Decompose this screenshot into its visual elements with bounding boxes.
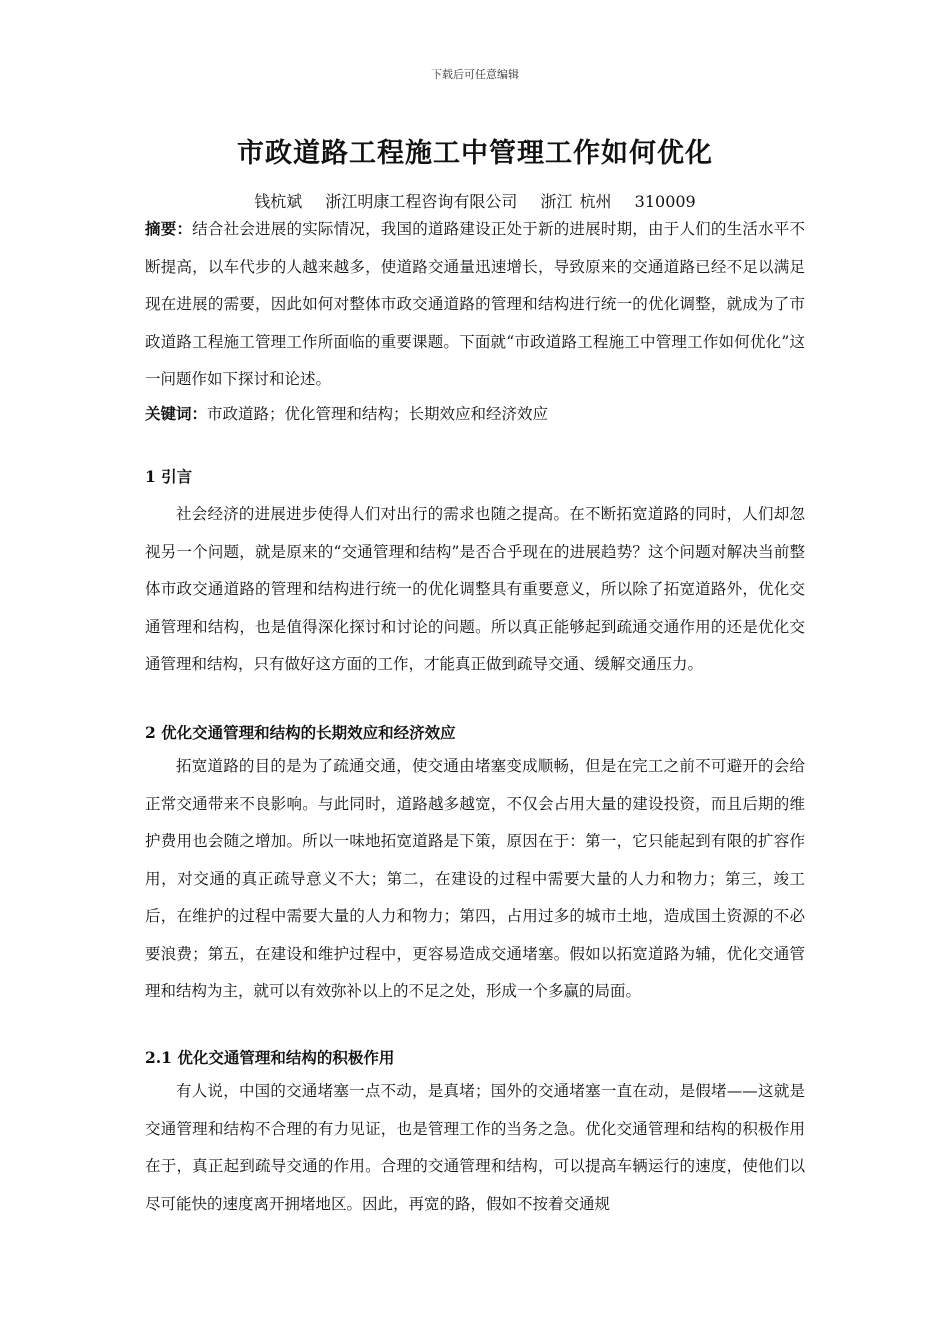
keywords-line	[145, 395, 805, 434]
abstract-block	[145, 210, 805, 399]
document-title: 市政道路工程施工中管理工作如何优化	[237, 138, 713, 169]
abstract-paragraph	[145, 210, 805, 399]
section-1	[145, 464, 805, 684]
header-note: 下载后可任意编辑	[431, 68, 519, 81]
section-heading: 1 引言	[145, 467, 193, 486]
section-paragraph: 社会经济的进展进步使得人们对出行的需求也随之提高。在不断拓宽道路的同时，人们却忽视另一个问题，就是原来的“交通管理和结构”是否合乎现在的进展趋势？这个问题对解决当前整体市政交通道路的管理和结构进行统一的优化调整具有重要意义，所以除了拓宽道路外，优化交通管理和结构，也是值得深化探讨和讨论的问题。所以真正能够起到疏通交通作用的还是优化交通管理和结构，只有做好这方面的工作，才能真正做到疏导交通、缓解交通压力。	[145, 505, 805, 673]
section-2	[145, 720, 805, 1011]
author-postcode: 310009	[634, 192, 696, 211]
section-heading: 2 优化交通管理和结构的长期效应和经济效应	[145, 723, 456, 742]
abstract-text: 结合社会进展的实际情况，我国的道路建设正处于新的进展时期，由于人们的生活水平不断提高，以车代步的人越来越多，使道路交通量迅速增长，导致原来的交通道路已经不足以满足现在进展的需要，因此如何对整体市政交通道路的管理和结构进行统一的优化调整，就成为了市政道路工程施工管理工作所面临的重要课题。下面就“市政道路工程施工中管理工作如何优化”这一问题作如下探讨和论述。	[145, 220, 805, 388]
section-paragraph: 有人说，中国的交通堵塞一点不动，是真堵；国外的交通堵塞一直在动，是假堵——这就是交通管理和结构不合理的有力见证，也是管理工作的当务之急。优化交通管理和结构的积极作用在于，真正起到疏导交通的作用。合理的交通管理和结构，可以提高车辆运行的速度，使他们以尽可能快的速度离开拥堵地区。因此，再宽的路，假如不按着交通规	[145, 1082, 805, 1213]
section-paragraph: 拓宽道路的目的是为了疏通交通，使交通由堵塞变成顺畅，但是在完工之前不可避开的会给正常交通带来不良影响。与此同时，道路越多越宽，不仅会占用大量的建设投资，而且后期的维护费用也会随之增加。所以一味地拓宽道路是下策，原因在于：第一，它只能起到有限的扩容作用，对交通的真正疏导意义不大；第二，在建设的过程中需要大量的人力和物力；第三，竣工后，在维护的过程中需要大量的人力和物力；第四，占用过多的城市土地，造成国土资源的不必要浪费；第五，在建设和维护过程中，更容易造成交通堵塞。假如以拓宽道路为辅，优化交通管理和结构为主，就可以有效弥补以上的不足之处，形成一个多赢的局面。	[145, 757, 805, 1000]
author-org: 浙江明康工程咨询有限公司	[325, 192, 518, 211]
author-line	[0, 189, 950, 212]
author-name: 钱杭斌	[254, 192, 303, 211]
keywords-block	[145, 395, 805, 434]
author-location: 浙江 杭州	[540, 192, 612, 211]
keywords-text: 市政道路；优化管理和结构；长期效应和经济效应	[207, 405, 549, 423]
section-heading: 2.1 优化交通管理和结构的积极作用	[145, 1048, 395, 1067]
section-2-1	[145, 1045, 805, 1223]
abstract-label: 摘要：	[145, 219, 193, 238]
keywords-label: 关键词：	[145, 404, 208, 423]
